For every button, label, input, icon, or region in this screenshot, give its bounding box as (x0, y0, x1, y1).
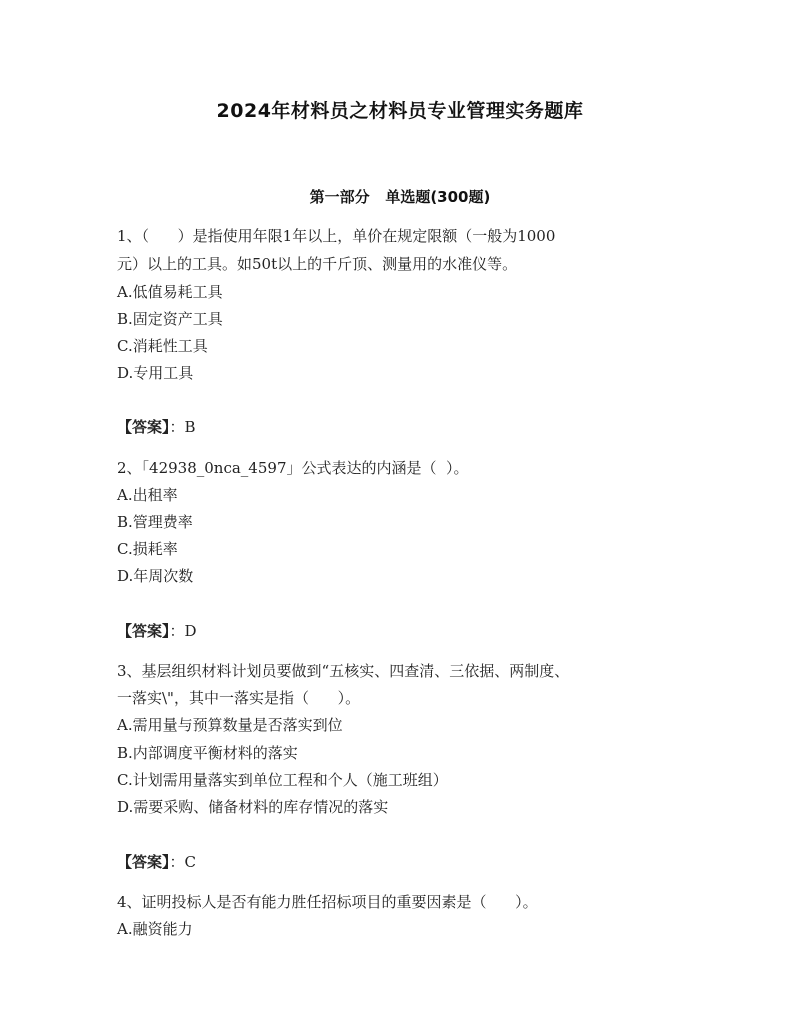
question-1-option-b: B.固定资产工具 (117, 310, 223, 328)
question-2-option-a: A.出租率 (117, 486, 178, 504)
question-4-option-a: A.融资能力 (117, 920, 193, 938)
question-3-stem-line-1: 3、基层组织材料计划员要做到“五核实、四查清、三依据、两制度、 (117, 662, 570, 680)
answer-value: ：D (169, 622, 197, 640)
question-2-stem-line-1: 2、「42938_0nca_4597」公式表达的内涵是（ ）。 (117, 459, 469, 477)
question-1-option-a: A.低值易耗工具 (117, 283, 223, 301)
section-heading (0, 186, 800, 207)
question-2-option-b: B.管理费率 (117, 513, 193, 531)
question-2-option-c: C.损耗率 (117, 540, 178, 558)
question-1-stem-line-1: 1、（ ）是指使用年限1年以上，单价在规定限额（一般为1000 (117, 227, 556, 245)
question-2-answer (117, 621, 197, 641)
answer-value: ：B (169, 418, 196, 436)
document-title: 2024年材料员之材料员专业管理实务题库 (216, 100, 584, 122)
question-1-answer (117, 417, 196, 437)
question-3-option-c: C.计划需用量落实到单位工程和个人（施工班组） (117, 771, 448, 789)
answer-value: ：C (169, 853, 196, 871)
question-3-option-a: A.需用量与预算数量是否落实到位 (117, 716, 343, 734)
answer-label: 【答案】 (117, 622, 170, 640)
section-name: 单选题(300题) (385, 188, 491, 206)
question-1-option-d: D.专用工具 (117, 364, 194, 382)
question-3-stem-line-2: 一落实\"，其中一落实是指（ ）。 (117, 689, 361, 707)
answer-label: 【答案】 (117, 418, 170, 436)
question-4-stem-line-1: 4、证明投标人是否有能力胜任招标项目的重要因素是（ ）。 (117, 893, 538, 911)
question-2-option-d: D.年周次数 (117, 567, 194, 585)
question-3-answer (117, 852, 196, 872)
section-part: 第一部分 (309, 188, 370, 206)
question-1-option-c: C.消耗性工具 (117, 337, 208, 355)
answer-label: 【答案】 (117, 853, 170, 871)
question-3-option-d: D.需要采购、储备材料的库存情况的落实 (117, 798, 389, 816)
question-3-option-b: B.内部调度平衡材料的落实 (117, 744, 298, 762)
question-1-stem-line-2: 元）以上的工具。如50t以上的千斤顶、测量用的水准仪等。 (117, 255, 518, 273)
